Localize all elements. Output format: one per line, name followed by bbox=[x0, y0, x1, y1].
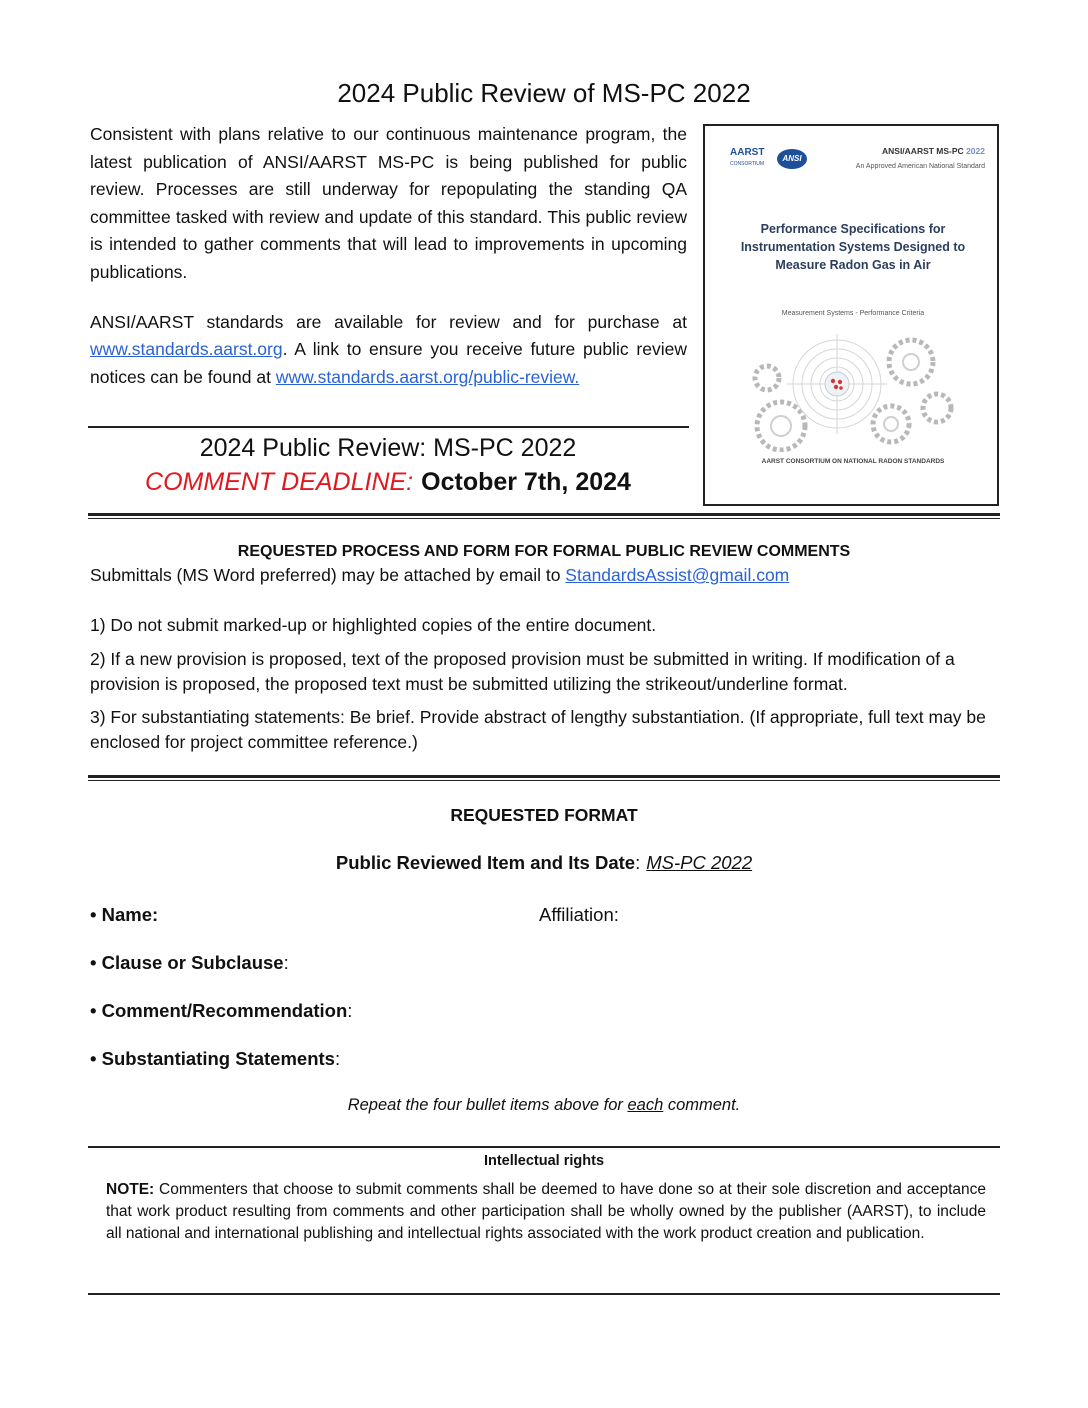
repeat-text-2: comment. bbox=[663, 1096, 741, 1114]
section-separator-1 bbox=[88, 513, 1000, 516]
standards-link[interactable]: www.standards.aarst.org bbox=[90, 339, 283, 360]
intro-paragraph-2 bbox=[90, 309, 687, 392]
cover-standard-name bbox=[835, 146, 985, 156]
intro-p2-text-1: ANSI/AARST standards are available for review and for purchase at bbox=[90, 311, 687, 332]
repeat-each: each bbox=[627, 1096, 664, 1114]
intro-separator bbox=[88, 426, 689, 428]
deadline-date: October 7th, 2024 bbox=[421, 468, 631, 496]
aarst-logo-sub: CONSORTIUM bbox=[730, 161, 765, 167]
public-review-line: 2024 Public Review: MS-PC 2022 bbox=[199, 434, 577, 462]
section-separator-2 bbox=[88, 775, 1000, 778]
page-title: 2024 Public Review of MS-PC 2022 bbox=[337, 78, 751, 108]
aarst-logo-text: AARST bbox=[730, 147, 765, 158]
process-heading: REQUESTED PROCESS AND FORM FOR FORMAL PUBLIC REVIEW COMMENTS bbox=[237, 543, 851, 560]
rights-note bbox=[106, 1179, 986, 1246]
intro-p2-text-2: . A link to ensure you receive future public review notices can be found at bbox=[90, 339, 687, 387]
standard-cover-image bbox=[703, 124, 999, 506]
substantiating-colon: : bbox=[334, 1048, 341, 1069]
clause-label: • Clause or Subclause bbox=[90, 952, 284, 973]
process-item-1: 1) Do not submit marked-up or highlighted copies of the entire document. bbox=[90, 615, 657, 635]
cover-footer: AARST CONSORTIUM ON NATIONAL RADON STANDARDS bbox=[761, 458, 945, 465]
submittals-text bbox=[90, 565, 789, 586]
clause-field bbox=[90, 952, 289, 974]
clause-colon: : bbox=[283, 952, 289, 973]
comment-label: • Comment/Recommendation bbox=[90, 1000, 348, 1021]
process-item-3: 3) For substantiating statements: Be brief. Provide abstract of lengthy substantiation. (If appropriate, full text may be enclosed for project committee reference.) bbox=[90, 707, 986, 752]
section-separator-2b bbox=[88, 780, 1000, 781]
repeat-instruction bbox=[88, 1096, 1000, 1115]
rights-top-border bbox=[88, 1146, 1000, 1148]
cover-approved-text: An Approved American National Standard bbox=[855, 163, 985, 170]
comment-deadline bbox=[88, 468, 688, 497]
name-field bbox=[90, 904, 158, 926]
repeat-text-1: Repeat the four bullet items above for bbox=[347, 1096, 628, 1114]
deadline-label: COMMENT DEADLINE: bbox=[145, 468, 414, 496]
note-label: NOTE: bbox=[106, 1181, 155, 1198]
gears-target-illustration bbox=[741, 320, 965, 452]
cover-standard-year: 2022 bbox=[966, 146, 985, 156]
section-separator-1b bbox=[88, 518, 1000, 519]
reviewed-item-value: MS-PC 2022 bbox=[646, 852, 753, 873]
cover-standard-id: ANSI/AARST MS-PC bbox=[882, 146, 964, 156]
cover-title: Performance Specifications for Instrumentation Systems Designed to Measure Radon Gas in Air bbox=[740, 222, 966, 272]
format-heading: REQUESTED FORMAT bbox=[450, 805, 638, 825]
note-text: Commenters that choose to submit comments shall be deemed to have done so at their sole discretion and acceptance that work product resulting from comments and other participation shall be wholly owned by the publisher (AARST), to include all national and international publishing and intellectual rights associated with the work product creation and publication. bbox=[106, 1181, 986, 1243]
affiliation-label: Affiliation: bbox=[539, 904, 619, 925]
intro-paragraph-1: Consistent with plans relative to our continuous maintenance program, the latest publication of ANSI/AARST MS-PC is being published for public review. Processes are still underway for repopulating the standing QA committee tasked with review and update of this standard. This public review is intended to gather comments that will lead to improvements in upcoming publications. bbox=[90, 124, 687, 282]
rights-heading: Intellectual rights bbox=[483, 1153, 605, 1169]
comment-field bbox=[90, 1000, 352, 1022]
reviewed-item bbox=[88, 852, 1000, 874]
process-item-2: 2) If a new provision is proposed, text of the proposed provision must be submitted in writing. If modification of a provision is proposed, the proposed text must be submitted utilizing the strikeout/underline format. bbox=[90, 649, 955, 694]
rights-bottom-border bbox=[88, 1293, 1000, 1295]
reviewed-item-colon: : bbox=[635, 852, 641, 873]
email-link[interactable]: StandardsAssist@gmail.com bbox=[565, 565, 790, 585]
comment-colon: : bbox=[347, 1000, 353, 1021]
cover-criteria: Measurement Systems - Performance Criteria bbox=[781, 310, 925, 317]
public-review-link[interactable]: www.standards.aarst.org/public-review. bbox=[275, 366, 580, 387]
ansi-logo: ANSI bbox=[777, 149, 807, 169]
substantiating-label: • Substantiating Statements bbox=[90, 1048, 335, 1069]
reviewed-item-label: Public Reviewed Item and Its Date bbox=[335, 852, 636, 873]
name-label: • Name: bbox=[90, 904, 159, 925]
aarst-logo bbox=[730, 148, 774, 170]
substantiating-field bbox=[90, 1048, 340, 1070]
submittals-prefix: Submittals (MS Word preferred) may be attached by email to bbox=[90, 565, 566, 585]
intro-section bbox=[90, 121, 687, 391]
